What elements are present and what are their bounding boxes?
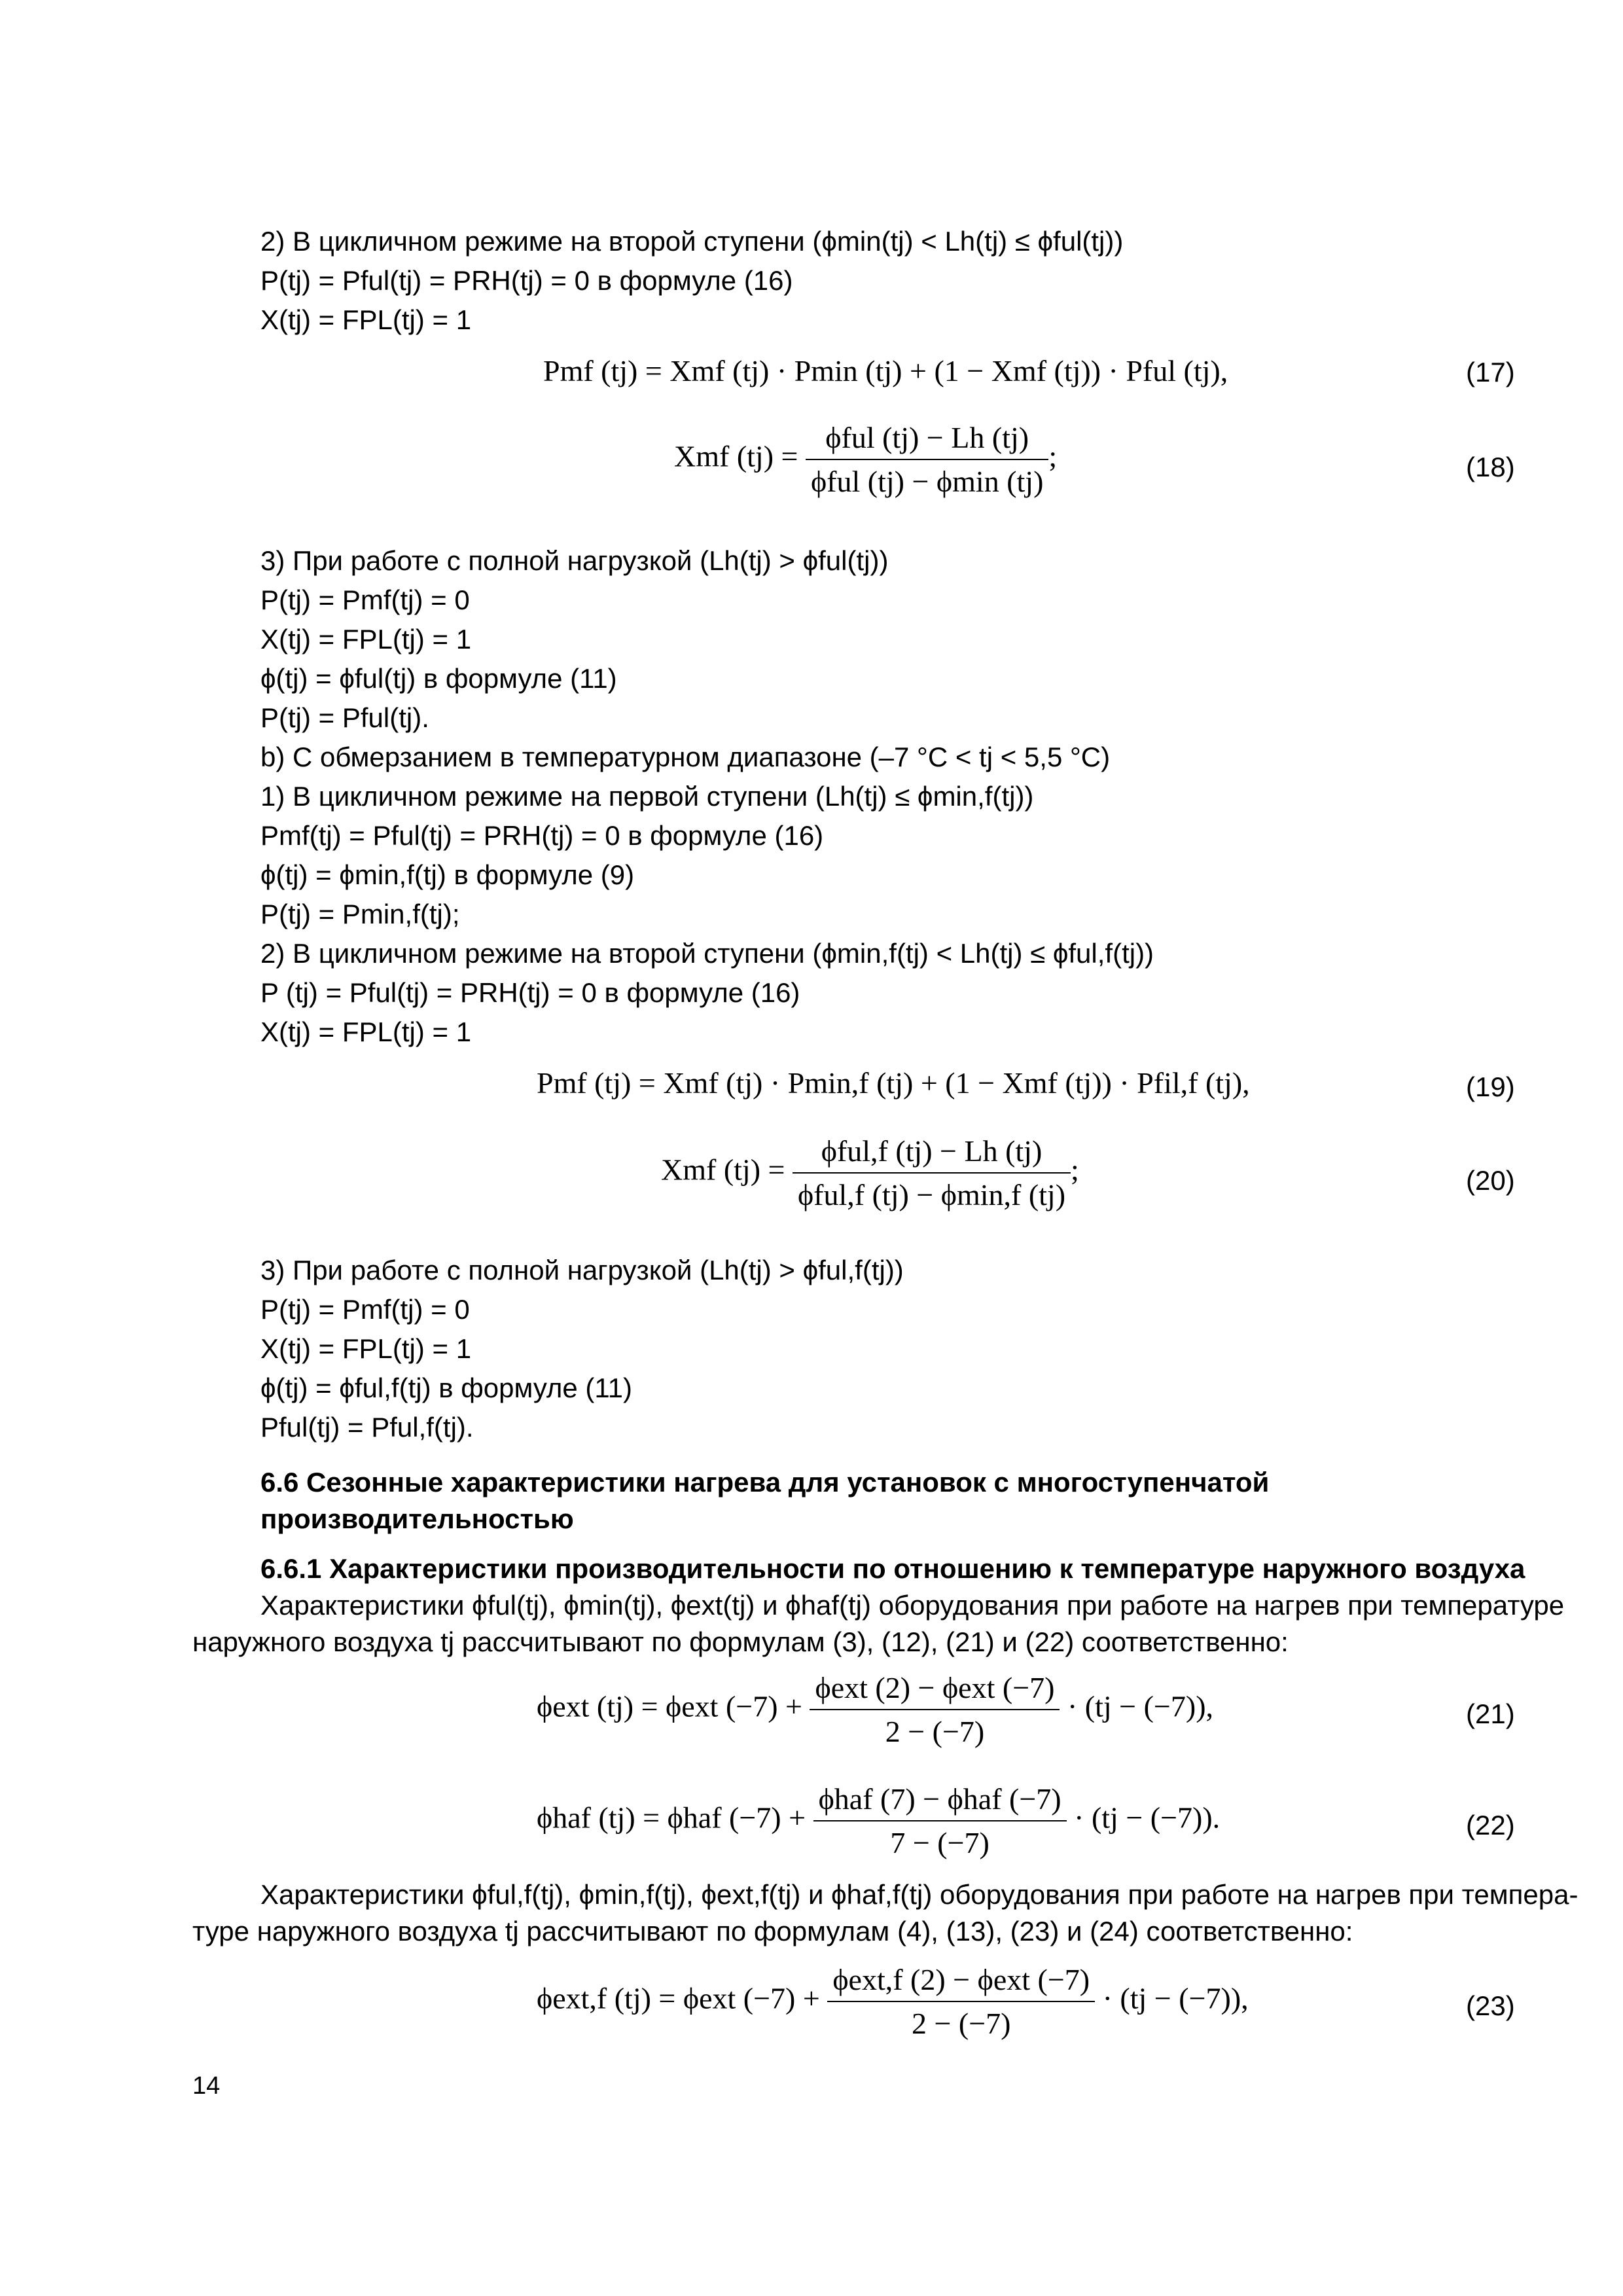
fraction: [827, 1962, 1095, 2041]
text-line: X(tj) = FPL(tj) = 1: [260, 624, 472, 655]
equation-number: (20): [1466, 1165, 1515, 1196]
subsection-heading: 6.6.1 Характеристики производительности по отношению к температуре наружного воздуха: [260, 1553, 1525, 1584]
equation-tail: ;: [1071, 1153, 1079, 1187]
equation-number: (19): [1466, 1071, 1515, 1102]
text-line: P(tj) = Pful(tj).: [260, 702, 429, 733]
equation-19: Pmf (tj) = Xmf (tj) · Pmin,f (tj) + (1 − Xmf (tj)) · Pfil,f (tj),: [537, 1066, 1250, 1100]
numerator: ϕhaf (7) − ϕhaf (−7): [818, 1782, 1061, 1816]
denominator: ϕful,f (tj) − ϕmin,f (tj): [793, 1172, 1071, 1212]
equation-lhs: Xmf (tj) =: [674, 439, 798, 473]
equation-number: (17): [1466, 357, 1515, 387]
paragraph-line: Характеристики ϕful,f(tj), ϕmin,f(tj), ϕext,f(tj) и ϕhaf,f(tj) оборудования при работе на нагрев при темпера-: [260, 1879, 1578, 1910]
equation-tail: · (tj − (−7)),: [1067, 1689, 1214, 1723]
numerator: ϕext (2) − ϕext (−7): [815, 1671, 1055, 1704]
denominator: 7 − (−7): [813, 1820, 1067, 1860]
fraction: [806, 420, 1048, 499]
text-line: 2) В цикличном режиме на второй ступени (ϕmin(tj) < Lh(tj) ≤ ϕful(tj)): [260, 226, 1124, 257]
text-line: X(tj) = FPL(tj) = 1: [260, 304, 472, 335]
equation-22: [537, 1782, 1220, 1860]
equation-number: (23): [1466, 1990, 1515, 2021]
text-line: 2) В цикличном режиме на второй ступени (ϕmin,f(tj) < Lh(tj) ≤ ϕful,f(tj)): [260, 938, 1154, 969]
text-line: P(tj) = Pmf(tj) = 0: [260, 1294, 470, 1325]
equation-number: (18): [1466, 452, 1515, 482]
text-line: ϕ(tj) = ϕful(tj) в формуле (11): [260, 663, 617, 694]
equation-23: [537, 1962, 1249, 2041]
paragraph-line: Характеристики ϕful(tj), ϕmin(tj), ϕext(tj) и ϕhaf(tj) оборудования при работе на нагрев при температуре: [260, 1590, 1565, 1621]
text-line: P (tj) = Pful(tj) = PRH(tj) = 0 в формуле (16): [260, 977, 800, 1008]
section-heading: 6.6 Сезонные характеристики нагрева для установок с многоступенчатой: [260, 1467, 1270, 1498]
numerator: ϕful (tj) − Lh (tj): [825, 421, 1029, 454]
section-heading: производительностью: [260, 1503, 574, 1534]
fraction: [810, 1670, 1060, 1749]
paragraph-line: наружного воздуха tj рассчитывают по формулам (3), (12), (21) и (22) соответственно:: [192, 1626, 1289, 1657]
paragraph-line: туре наружного воздуха tj рассчитывают по формулам (4), (13), (23) и (24) соответственно:: [192, 1916, 1353, 1946]
text-line: P(tj) = Pmf(tj) = 0: [260, 584, 470, 615]
text-line: 1) В цикличном режиме на первой ступени (Lh(tj) ≤ ϕmin,f(tj)): [260, 781, 1034, 812]
equation-tail: · (tj − (−7)).: [1074, 1801, 1221, 1835]
denominator: 2 − (−7): [810, 1709, 1060, 1749]
text-line: 3) При работе с полной нагрузкой (Lh(tj) > ϕful(tj)): [260, 545, 889, 576]
fraction: [813, 1782, 1067, 1860]
equation-lhs: ϕext (tj) = ϕext (−7) +: [537, 1689, 802, 1723]
denominator: 2 − (−7): [827, 2001, 1095, 2041]
equation-lhs: Xmf (tj) =: [661, 1153, 785, 1187]
text-line: P(tj) = Pful(tj) = PRH(tj) = 0 в формуле (16): [260, 265, 793, 296]
text-line: Pmf(tj) = Pful(tj) = PRH(tj) = 0 в формуле (16): [260, 820, 824, 851]
equation-tail: · (tj − (−7)),: [1102, 1981, 1249, 2015]
fraction: [793, 1134, 1071, 1212]
text-line: b) С обмерзанием в температурном диапазоне (–7 °C < tj < 5,5 °C): [260, 742, 1111, 772]
text-line: ϕ(tj) = ϕful,f(tj) в формуле (11): [260, 1372, 633, 1403]
equation-number: (21): [1466, 1698, 1515, 1729]
text-line: P(tj) = Pmin,f(tj);: [260, 899, 460, 929]
text-line: 3) При работе с полной нагрузкой (Lh(tj) > ϕful,f(tj)): [260, 1255, 904, 1285]
equation-21: [537, 1670, 1213, 1749]
page-number: 14: [192, 2072, 221, 2100]
equation-tail: ;: [1048, 439, 1058, 473]
equation-lhs: ϕhaf (tj) = ϕhaf (−7) +: [537, 1801, 806, 1835]
text-line: X(tj) = FPL(tj) = 1: [260, 1016, 472, 1047]
numerator: ϕext,f (2) − ϕext (−7): [832, 1963, 1090, 1996]
text-line: Pful(tj) = Pful,f(tj).: [260, 1412, 474, 1443]
equation-20: [661, 1134, 1079, 1212]
text-line: ϕ(tj) = ϕmin,f(tj) в формуле (9): [260, 859, 635, 890]
equation-17: Pmf (tj) = Xmf (tj) · Pmin (tj) + (1 − Xmf (tj)) · Pful (tj),: [543, 354, 1228, 387]
denominator: ϕful (tj) − ϕmin (tj): [806, 459, 1048, 499]
numerator: ϕful,f (tj) − Lh (tj): [821, 1134, 1043, 1168]
equation-number: (22): [1466, 1810, 1515, 1840]
equation-18: [674, 420, 1057, 499]
equation-lhs: ϕext,f (tj) = ϕext (−7) +: [537, 1981, 820, 2015]
text-line: X(tj) = FPL(tj) = 1: [260, 1333, 472, 1364]
